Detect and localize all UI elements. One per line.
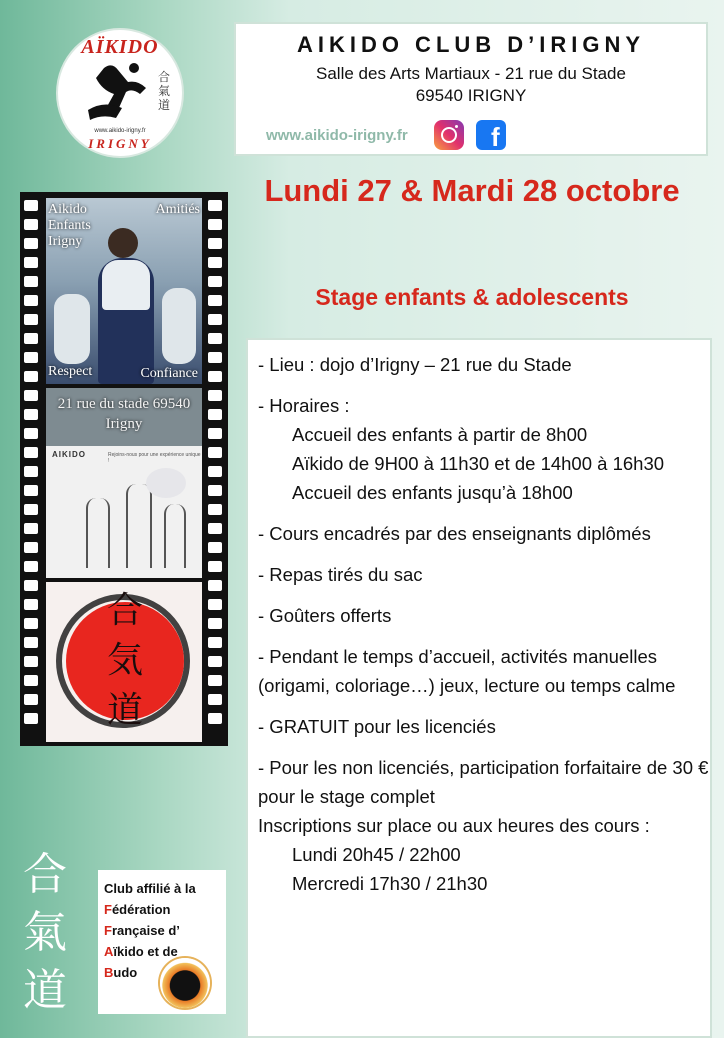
federation-line: Fédération xyxy=(104,902,171,917)
detail-non-licencies: - Pour les non licenciés, participation forfaitaire de 30 € pour le stage complet xyxy=(258,757,709,807)
detail-gouters: - Goûters offerts xyxy=(258,605,392,626)
frame-address-caption: 21 rue du stade 69540 Irigny xyxy=(57,396,191,432)
kanji-char: 合 xyxy=(23,849,67,900)
website-link[interactable]: www.aikido-irigny.fr xyxy=(266,126,408,144)
detail-horaires-label: - Horaires : xyxy=(258,395,350,416)
kanji-char: 氣 xyxy=(23,907,67,958)
detail-lieu: - Lieu : dojo d’Irigny – 21 rue du Stade xyxy=(258,354,572,375)
film-holes-left xyxy=(24,200,40,732)
aikido-figures-icon xyxy=(84,60,160,126)
instagram-icon[interactable] xyxy=(434,120,464,150)
detail-inscriptions: Inscriptions sur place ou aux heures des cours : xyxy=(258,815,650,836)
club-logo xyxy=(58,30,182,156)
social-links xyxy=(266,120,506,150)
film-frame-address xyxy=(46,388,202,578)
frame-kanji: 合気道 xyxy=(106,590,143,731)
federation-line: Aïkido et de xyxy=(104,944,178,959)
frame-label-confiance: Confiance xyxy=(140,366,198,381)
film-holes-right xyxy=(208,200,224,732)
frame-label-aikido-enfants: Aikido Enfants Irigny xyxy=(48,202,91,249)
federation-line: Budo xyxy=(104,965,138,980)
vertical-kanji xyxy=(20,846,70,1020)
event-dates: Lundi 27 & Mardi 28 octobre xyxy=(264,173,680,208)
ffab-logo-icon xyxy=(160,958,210,1008)
detail-gratuit: - GRATUIT pour les licenciés xyxy=(258,716,496,737)
cours-horaire: Lundi 20h45 / 22h00 xyxy=(292,844,461,865)
logo-kanji: 合氣道 xyxy=(158,70,171,112)
horaire-item: Aïkido de 9H00 à 11h30 et de 14h00 à 16h30 xyxy=(292,453,665,474)
horaire-item: Accueil des enfants jusqu’à 18h00 xyxy=(292,482,573,503)
film-frame-children xyxy=(46,198,202,384)
detail-activites: - Pendant le temps d’accueil, activités manuelles (origami, coloriage…) jeux, lecture ou temps calme xyxy=(258,646,676,696)
frame-tagline: Rejoins-nous pour une expérience unique ! xyxy=(108,452,201,464)
facebook-icon[interactable]: f xyxy=(476,120,506,150)
club-header xyxy=(234,22,708,156)
frame-label-respect: Respect xyxy=(48,364,93,379)
affiliation-intro: Club affilié à la xyxy=(104,881,196,896)
event-subtitle: Stage enfants & adolescents xyxy=(315,284,629,310)
federation-box xyxy=(98,870,226,1014)
film-frame-kanji xyxy=(46,582,202,742)
logo-url: www.aikido-irigny.fr xyxy=(94,128,146,134)
federation-line: Française d’ xyxy=(104,923,180,938)
kanji-char: 道 xyxy=(23,965,67,1016)
club-name: AIKIDO CLUB D’IRIGNY xyxy=(296,32,646,57)
logo-top-text: AÏKIDO xyxy=(81,36,159,58)
logo-bottom-text: IRIGNY xyxy=(88,136,152,151)
detail-repas: - Repas tirés du sac xyxy=(258,564,423,585)
horaire-item: Accueil des enfants à partir de 8h00 xyxy=(292,424,588,445)
address-line1: Salle des Arts Martiaux - 21 rue du Stade xyxy=(316,64,626,83)
cours-horaire: Mercredi 17h30 / 21h30 xyxy=(292,873,488,894)
address-line2: 69540 IRIGNY xyxy=(415,86,527,105)
event-details xyxy=(246,338,712,1038)
frame-label-amities: Amitiés xyxy=(155,202,200,217)
film-strip xyxy=(20,192,228,746)
detail-cours: - Cours encadrés par des enseignants diplômés xyxy=(258,523,651,544)
frame-brand: AIKIDO xyxy=(52,450,86,459)
